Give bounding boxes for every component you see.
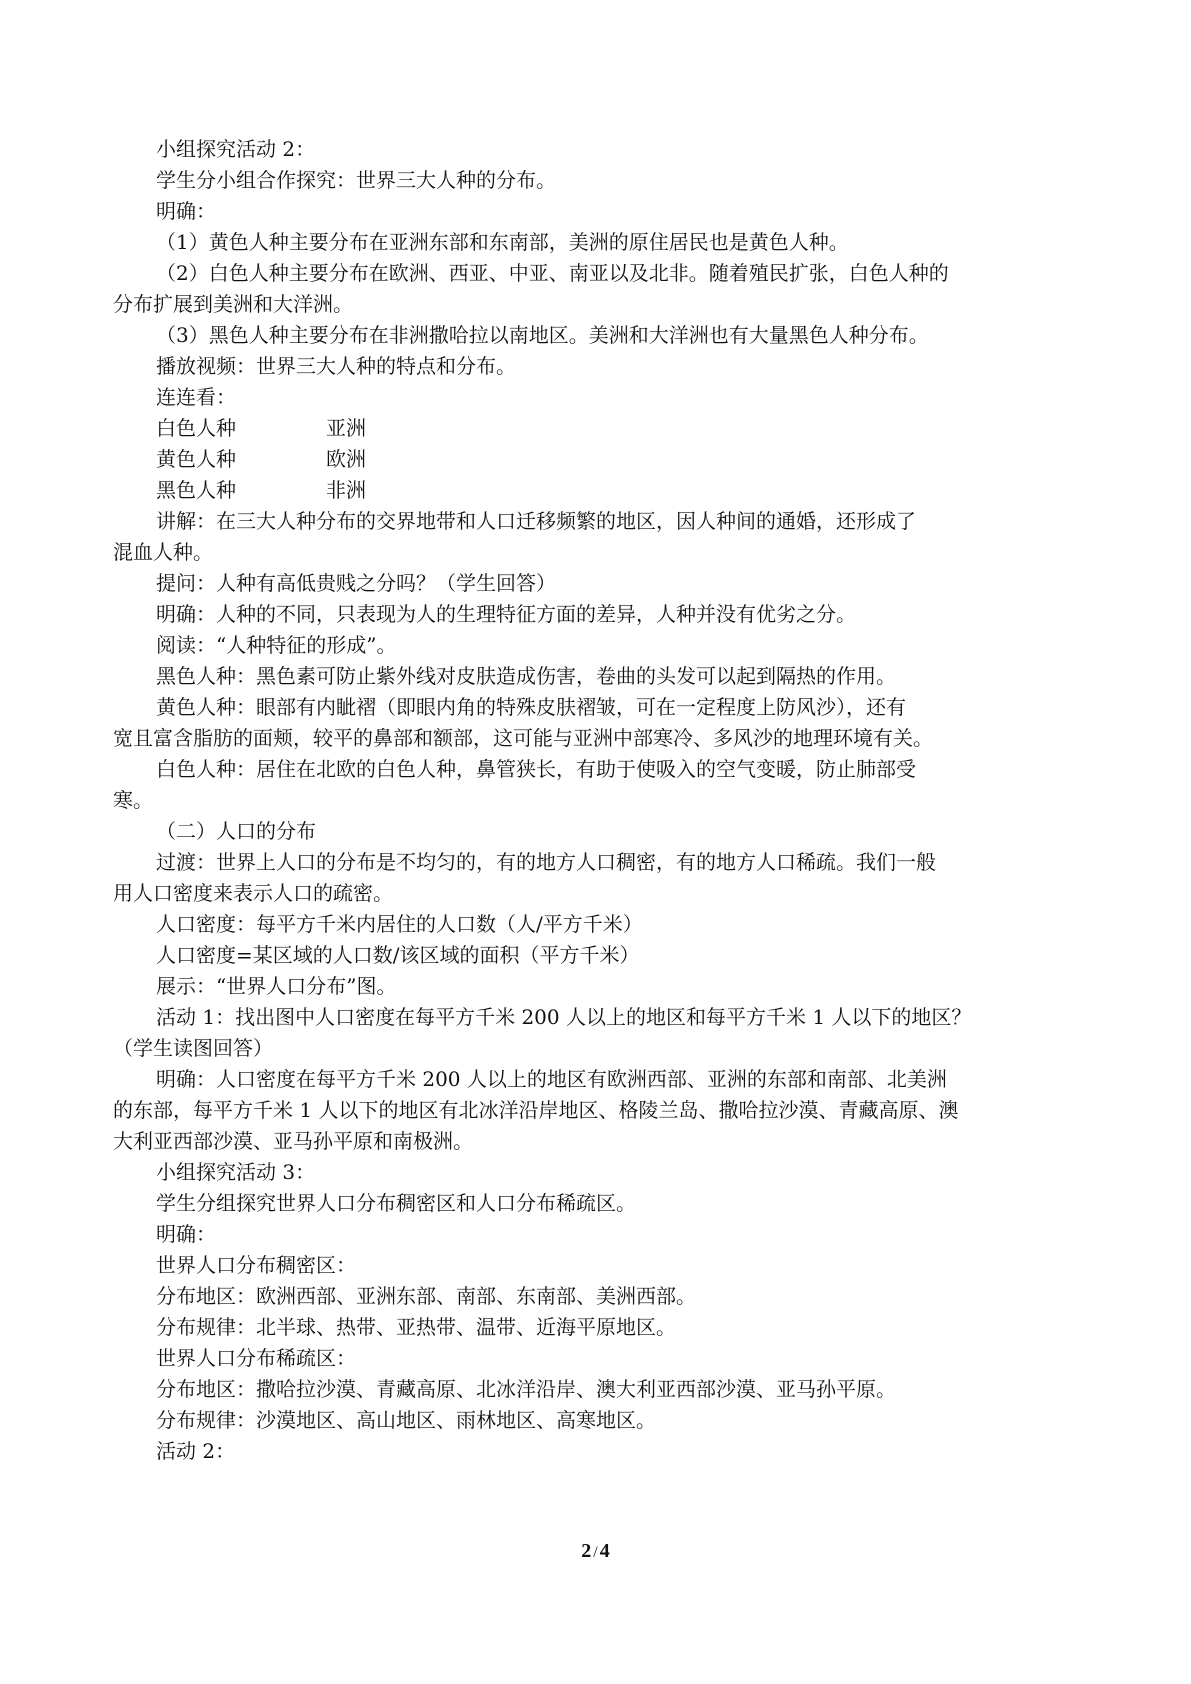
text-line: 明确：人种的不同，只表现为人的生理特征方面的差异，人种并没有优劣之分。	[156, 602, 856, 626]
text-line: 明确：	[156, 199, 216, 223]
text-line: 明确：	[156, 1222, 216, 1246]
section-heading: （二）人口的分布	[156, 819, 316, 843]
text-line-continued: （学生读图回答）	[113, 1036, 273, 1060]
text-line: 人口密度：每平方千米内居住的人口数（人/平方千米）	[156, 912, 643, 936]
text-line-continued: 宽且富含脂肪的面颊，较平的鼻部和额部，这可能与亚洲中部寒冷、多风沙的地理环境有关。	[113, 726, 933, 750]
page-separator: /	[593, 1544, 598, 1561]
text-line: （2）白色人种主要分布在欧洲、西亚、中亚、南亚以及北非。随着殖民扩张，白色人种的	[156, 261, 949, 285]
match-left: 黄色人种	[156, 447, 236, 471]
text-line-continued: 用人口密度来表示人口的疏密。	[113, 881, 393, 905]
match-right: 亚洲	[326, 416, 366, 440]
match-row	[156, 413, 1091, 444]
match-left: 黑色人种	[156, 478, 236, 502]
text-line: 学生分组探究世界人口分布稠密区和人口分布稀疏区。	[156, 1191, 636, 1215]
page-number	[0, 1540, 1191, 1563]
text-line: 学生分小组合作探究：世界三大人种的分布。	[156, 168, 556, 192]
document-body	[113, 134, 1091, 1467]
current-page: 2	[581, 1540, 592, 1562]
match-row	[156, 444, 1091, 475]
text-line: 世界人口分布稠密区：	[156, 1253, 356, 1277]
text-line: 活动 2：	[156, 1439, 236, 1463]
text-line: 分布地区：欧洲西部、亚洲东部、南部、东南部、美洲西部。	[156, 1284, 696, 1308]
text-line: 分布规律：沙漠地区、高山地区、雨林地区、高寒地区。	[156, 1408, 656, 1432]
match-right: 非洲	[326, 478, 366, 502]
text-line-continued: 寒。	[113, 788, 153, 812]
text-line: 活动 1：找出图中人口密度在每平方千米 200 人以上的地区和每平方千米 1 人以下的地区？	[156, 1005, 972, 1029]
text-line: 阅读：“人种特征的形成”。	[156, 633, 397, 657]
text-line: 过渡：世界上人口的分布是不均匀的，有的地方人口稠密，有的地方人口稀疏。我们一般	[156, 850, 936, 874]
text-line: 分布地区：撒哈拉沙漠、青藏高原、北冰洋沿岸、澳大利亚西部沙漠、亚马孙平原。	[156, 1377, 896, 1401]
text-line: （3）黑色人种主要分布在非洲撒哈拉以南地区。美洲和大洋洲也有大量黑色人种分布。	[156, 323, 929, 347]
text-line: 黄色人种：眼部有内眦褶（即眼内角的特殊皮肤褶皱，可在一定程度上防风沙），还有	[156, 695, 906, 719]
text-line: 展示：“世界人口分布”图。	[156, 974, 397, 998]
text-line: 连连看：	[156, 385, 236, 409]
text-line: 人口密度=某区域的人口数/该区域的面积（平方千米）	[156, 943, 640, 967]
text-line: 提问：人种有高低贵贱之分吗？（学生回答）	[156, 571, 556, 595]
text-line: 小组探究活动 2：	[156, 137, 316, 161]
text-line: （1）黄色人种主要分布在亚洲东部和东南部，美洲的原住居民也是黄色人种。	[156, 230, 849, 254]
text-line-continued: 分布扩展到美洲和大洋洲。	[113, 292, 353, 316]
text-line: 讲解：在三大人种分布的交界地带和人口迁移频繁的地区，因人种间的通婚，还形成了	[156, 509, 916, 533]
text-line: 播放视频：世界三大人种的特点和分布。	[156, 354, 516, 378]
text-line: 小组探究活动 3：	[156, 1160, 316, 1184]
text-line: 白色人种：居住在北欧的白色人种，鼻管狭长，有助于使吸入的空气变暖，防止肺部受	[156, 757, 916, 781]
total-pages: 4	[599, 1540, 610, 1562]
match-row	[156, 475, 1091, 506]
text-line: 明确：人口密度在每平方千米 200 人以上的地区有欧洲西部、亚洲的东部和南部、北美洲	[156, 1067, 947, 1091]
text-line: 分布规律：北半球、热带、亚热带、温带、近海平原地区。	[156, 1315, 676, 1339]
text-line: 世界人口分布稀疏区：	[156, 1346, 356, 1370]
text-line: 黑色人种：黑色素可防止紫外线对皮肤造成伤害，卷曲的头发可以起到隔热的作用。	[156, 664, 896, 688]
text-line-continued: 大利亚西部沙漠、亚马孙平原和南极洲。	[113, 1129, 473, 1153]
match-left: 白色人种	[156, 416, 236, 440]
text-line-continued: 的东部，每平方千米 1 人以下的地区有北冰洋沿岸地区、格陵兰岛、撒哈拉沙漠、青藏高原、澳	[113, 1098, 959, 1122]
text-line-continued: 混血人种。	[113, 540, 213, 564]
match-right: 欧洲	[326, 447, 366, 471]
